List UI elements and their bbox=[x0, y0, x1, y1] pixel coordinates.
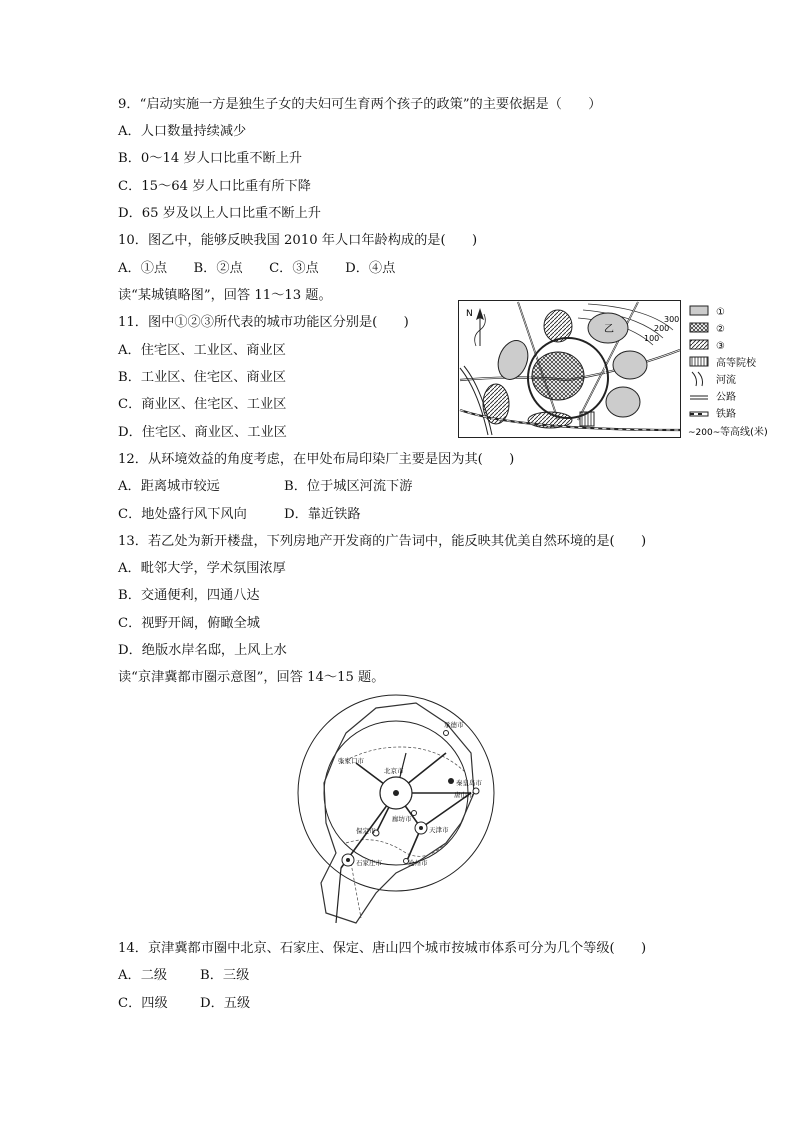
metro-map bbox=[296, 693, 496, 931]
q14-options-row2 bbox=[118, 995, 250, 1013]
q12-option-b: B．位于城区河流下游 bbox=[284, 479, 413, 494]
city-baoding: 保定市 bbox=[356, 827, 376, 835]
q14-option-d: D．五级 bbox=[200, 996, 251, 1011]
contour-label-300: 300 bbox=[664, 315, 680, 324]
q12-option-c: C．地处盛行风下风向 bbox=[118, 507, 247, 522]
q9-option-a: A．人口数量持续减少 bbox=[118, 124, 247, 139]
city-shijiazhuang: 石家庄市 bbox=[356, 859, 382, 867]
legend-label-railway: 铁路 bbox=[716, 409, 736, 420]
q14-stem: 14．京津冀都市圈中北京、石家庄、保定、唐山四个城市按城市体系可分为几个等级( ) bbox=[118, 941, 647, 956]
legend-label-river: 河流 bbox=[716, 375, 736, 386]
city-tianjin: 天津市 bbox=[429, 826, 449, 834]
q13-option-c: C．视野开阔，俯瞰全城 bbox=[118, 616, 260, 631]
q14-option-a: A．二级 bbox=[118, 968, 168, 983]
legend-swatch-2 bbox=[690, 323, 708, 332]
q11-option-d: D．住宅区、商业区、工业区 bbox=[118, 425, 287, 440]
legend-road-icon bbox=[690, 396, 708, 399]
q13-option-d: D．绝版水岸名邸，上风上水 bbox=[118, 643, 287, 658]
contour-label-200: 200 bbox=[654, 324, 670, 333]
q12-stem: 12．从环境效益的角度考虑，在甲处布局印染厂主要是因为其( ) bbox=[118, 452, 515, 467]
city-beijing: 北京市 bbox=[384, 767, 404, 775]
city-langfang: 廊坊市 bbox=[392, 815, 412, 823]
q14-options-row1 bbox=[118, 967, 249, 985]
q11-option-c: C．商业区、住宅区、工业区 bbox=[118, 397, 287, 412]
q13-stem: 13．若乙处为新开楼盘，下列房地产开发商的广告词中，能反映其优美自然环境的是( ) bbox=[118, 534, 647, 549]
q11-stem: 11．图中①②③所代表的城市功能区分别是( ) bbox=[118, 315, 409, 330]
legend-label-contour: 等高线(米) bbox=[720, 427, 768, 438]
city-tangshan: 唐山市 bbox=[454, 791, 474, 799]
q12-option-a: A．距离城市较远 bbox=[118, 479, 220, 494]
contour-label-100: 100 bbox=[644, 334, 660, 343]
legend-river-icon bbox=[692, 372, 703, 386]
intro-11-13: 读“某城镇略图”，回答 11～13 题。 bbox=[118, 288, 332, 303]
q9-stem: 9．“启动实施一方是独生子女的夫妇可生育两个孩子的政策”的主要依据是（ ） bbox=[118, 97, 602, 112]
legend-label-university: 高等院校 bbox=[716, 358, 756, 369]
north-label: N bbox=[466, 309, 473, 319]
q10-stem: 10．图乙中，能够反映我国 2010 年人口年龄构成的是( ) bbox=[118, 233, 478, 248]
q14-option-b: B．三级 bbox=[200, 968, 250, 983]
legend-label-2: ② bbox=[716, 324, 725, 335]
legend-label-1: ① bbox=[716, 307, 725, 318]
q9-option-d: D．65 岁及以上人口比重不断上升 bbox=[118, 206, 321, 221]
legend-swatch-3 bbox=[690, 340, 708, 349]
q13-option-b: B．交通便利，四通八达 bbox=[118, 588, 260, 603]
intro-14-15: 读“京津冀都市圈示意图”，回答 14～15 题。 bbox=[118, 670, 385, 685]
q12-option-d: D．靠近铁路 bbox=[284, 507, 361, 522]
q9-option-c: C．15～64 岁人口比重有所下降 bbox=[118, 179, 311, 194]
q14-option-c: C．四级 bbox=[118, 996, 168, 1011]
q11-option-b: B．工业区、住宅区、商业区 bbox=[118, 370, 286, 385]
q9-option-b: B．0～14 岁人口比重不断上升 bbox=[118, 151, 303, 166]
town-map bbox=[458, 300, 698, 440]
city-qinhuangdao: 秦皇岛市 bbox=[456, 779, 482, 787]
legend-swatch-1 bbox=[690, 306, 708, 315]
legend-label-3: ③ bbox=[716, 341, 725, 352]
town-map-legend bbox=[688, 300, 792, 442]
q12-options-row1 bbox=[118, 478, 412, 496]
legend-contour-prefix: ~200~ bbox=[688, 428, 721, 438]
city-cangzhou: 沧州市 bbox=[408, 859, 428, 867]
q12-options-row2 bbox=[118, 506, 361, 524]
city-chengde: 承德市 bbox=[444, 721, 464, 729]
legend-label-road: 公路 bbox=[716, 392, 736, 403]
q10-options: A．①点 B．②点 C．③点 D．④点 bbox=[118, 261, 396, 276]
yi-label: 乙 bbox=[604, 324, 614, 335]
city-zhangjiakou: 张家口市 bbox=[338, 757, 364, 765]
q13-option-a: A．毗邻大学，学术氛围浓厚 bbox=[118, 561, 286, 576]
legend-swatch-university bbox=[690, 357, 708, 366]
q11-option-a: A．住宅区、工业区、商业区 bbox=[118, 343, 286, 358]
